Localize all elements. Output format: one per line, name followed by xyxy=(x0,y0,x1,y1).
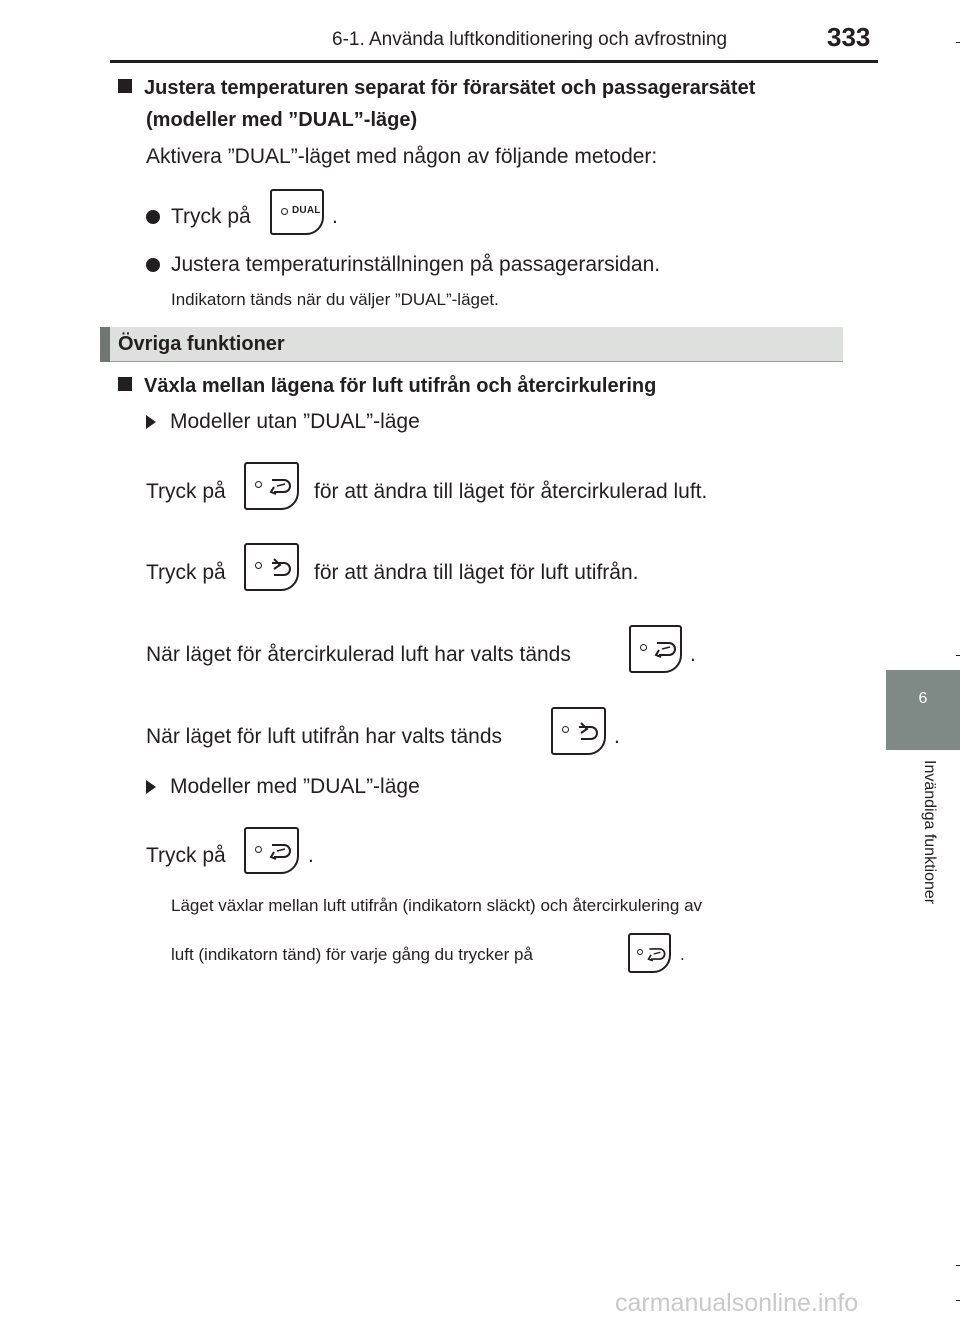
heading-square-icon xyxy=(118,377,132,391)
note-text: Läget växlar mellan luft utifrån (indikatorn släckt) och återcirkulering av xyxy=(171,896,703,915)
crop-mark xyxy=(956,655,960,656)
header-rule xyxy=(110,60,878,63)
sub-heading: Modeller utan ”DUAL”-läge xyxy=(146,408,420,436)
page-number: 333 xyxy=(827,22,871,52)
section-bar-title: Övriga funktioner xyxy=(118,333,285,355)
punctuation: . xyxy=(332,205,338,228)
bullet-dot-icon xyxy=(146,210,160,224)
crop-mark xyxy=(956,1300,960,1301)
body-text: Tryck på xyxy=(146,844,226,867)
body-text: Tryck på xyxy=(146,480,226,503)
intro-text: Aktivera ”DUAL”-läget med någon av följande metoder: xyxy=(146,145,658,168)
dual-button-icon: DUAL xyxy=(270,189,324,235)
watermark: carmanualsonline.info xyxy=(615,1289,859,1317)
triangle-bullet-icon xyxy=(146,415,156,429)
note-text: Indikatorn tänds när du väljer ”DUAL”-läget. xyxy=(171,290,499,309)
body-text: för att ändra till läget för luft utifrån. xyxy=(314,561,639,584)
fresh-air-icon xyxy=(551,707,606,755)
section-heading: Växla mellan lägena för luft utifrån och återcirkulering xyxy=(118,370,656,402)
sub-heading: Modeller med ”DUAL”-läge xyxy=(146,773,420,801)
recirculation-icon xyxy=(244,827,299,874)
body-text: för att ändra till läget för återcirkulerad luft. xyxy=(314,480,708,503)
fresh-air-icon xyxy=(244,543,299,591)
recirculation-icon xyxy=(628,933,671,973)
section-heading: Justera temperaturen separat för förarsätet och passagerarsätet (modeller med ”DUAL”-läge) xyxy=(118,72,858,136)
punctuation: . xyxy=(680,945,685,964)
crop-mark xyxy=(956,42,960,43)
triangle-bullet-icon xyxy=(146,780,156,794)
bullet-item: Tryck på xyxy=(146,203,251,231)
body-text: När läget för återcirkulerad luft har valts tänds xyxy=(146,643,571,666)
punctuation: . xyxy=(308,844,314,867)
section-bar-accent xyxy=(100,327,110,362)
bullet-item: Justera temperaturinställningen på passagerarsidan. xyxy=(146,251,660,279)
bullet-dot-icon xyxy=(146,258,160,272)
punctuation: . xyxy=(690,643,696,666)
crop-mark xyxy=(956,1265,960,1266)
chapter-tab-label: Invändiga funktioner xyxy=(921,760,938,905)
page-header-title: 6-1. Använda luftkonditionering och avfrostning xyxy=(332,29,728,50)
recirculation-icon xyxy=(629,625,682,673)
recirculation-icon xyxy=(244,462,299,510)
heading-square-icon xyxy=(118,79,132,93)
chapter-tab xyxy=(886,670,960,750)
note-text: luft (indikatorn tänd) för varje gång du trycker på xyxy=(171,945,533,964)
body-text: Tryck på xyxy=(146,561,226,584)
body-text: När läget för luft utifrån har valts tänds xyxy=(146,725,503,748)
punctuation: . xyxy=(614,725,620,748)
chapter-tab-number: 6 xyxy=(918,690,928,707)
